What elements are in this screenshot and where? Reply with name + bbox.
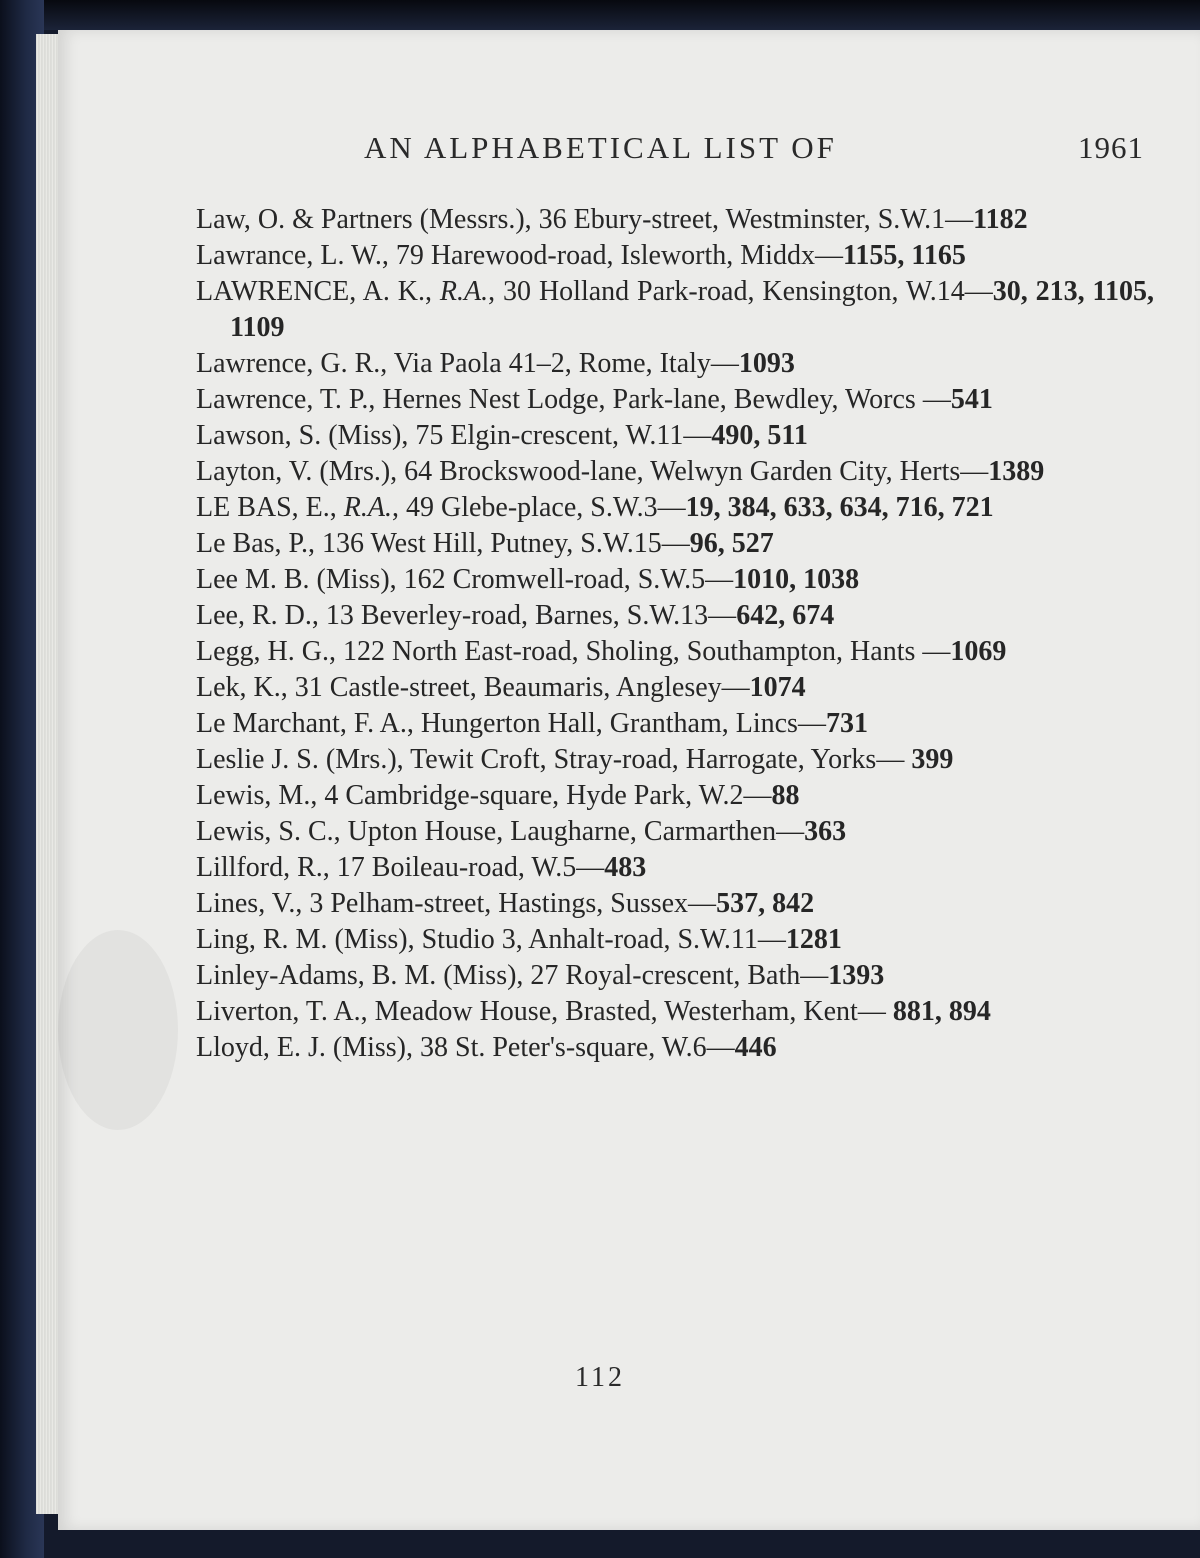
list-item: Lewis, M., 4 Cambridge-square, Hyde Park, W.2—88 [196,780,800,811]
entry-list [196,202,1154,1066]
list-item: Lawrance, L. W., 79 Harewood-road, Isleworth, Middx—1155, 1165 [196,240,966,271]
list-item: Lawrence, G. R., Via Paola 41–2, Rome, Italy—1093 [196,348,795,379]
list-item: Liverton, T. A., Meadow House, Brasted, Westerham, Kent— 881, 894 [196,996,991,1027]
list-item: Legg, H. G., 122 North East-road, Sholing, Southampton, Hants —1069 [196,636,1007,667]
paper-stain [58,930,178,1130]
list-item: Le Bas, P., 136 West Hill, Putney, S.W.15—96, 527 [196,528,774,559]
running-head [0,130,1200,180]
list-item: Lawrence, T. P., Hernes Nest Lodge, Park-lane, Bewdley, Worcs —541 [196,384,993,415]
folio-page-number: 112 [575,1362,625,1393]
list-item: Leslie J. S. (Mrs.), Tewit Croft, Stray-road, Harrogate, Yorks— 399 [196,744,954,775]
list-item: Lines, V., 3 Pelham-street, Hastings, Sussex—537, 842 [196,888,815,919]
list-item: Lewis, S. C., Upton House, Laugharne, Carmarthen—363 [196,816,847,847]
list-item: Lloyd, E. J. (Miss), 38 St. Peter's-square, W.6—446 [196,1032,777,1063]
list-item: LE BAS, E., R.A., 49 Glebe-place, S.W.3—19, 384, 633, 634, 716, 721 [196,492,994,523]
page-title: AN ALPHABETICAL LIST OF [364,130,837,165]
list-item: Lek, K., 31 Castle-street, Beaumaris, Anglesey—1074 [196,672,806,703]
list-item: Ling, R. M. (Miss), Studio 3, Anhalt-road, S.W.11—1281 [196,924,842,955]
list-item: LAWRENCE, A. K., R.A., 30 Holland Park-road, Kensington, W.14—30, 213, 1105, 1109 [196,276,1154,343]
list-item: Lee M. B. (Miss), 162 Cromwell-road, S.W.5—1010, 1038 [196,564,860,595]
list-item: Lawson, S. (Miss), 75 Elgin-crescent, W.11—490, 511 [196,420,808,451]
list-item: Law, O. & Partners (Messrs.), 36 Ebury-street, Westminster, S.W.1—1182 [196,204,1028,235]
list-item: Linley-Adams, B. M. (Miss), 27 Royal-crescent, Bath—1393 [196,960,885,991]
book-binding-top [0,0,1200,30]
list-item: Layton, V. (Mrs.), 64 Brockswood-lane, Welwyn Garden City, Herts—1389 [196,456,1045,487]
header-page-number: 1961 [1078,130,1144,165]
list-item: Lillford, R., 17 Boileau-road, W.5—483 [196,852,647,883]
list-item: Le Marchant, F. A., Hungerton Hall, Grantham, Lincs—731 [196,708,868,739]
list-item: Lee, R. D., 13 Beverley-road, Barnes, S.W.13—642, 674 [196,600,835,631]
